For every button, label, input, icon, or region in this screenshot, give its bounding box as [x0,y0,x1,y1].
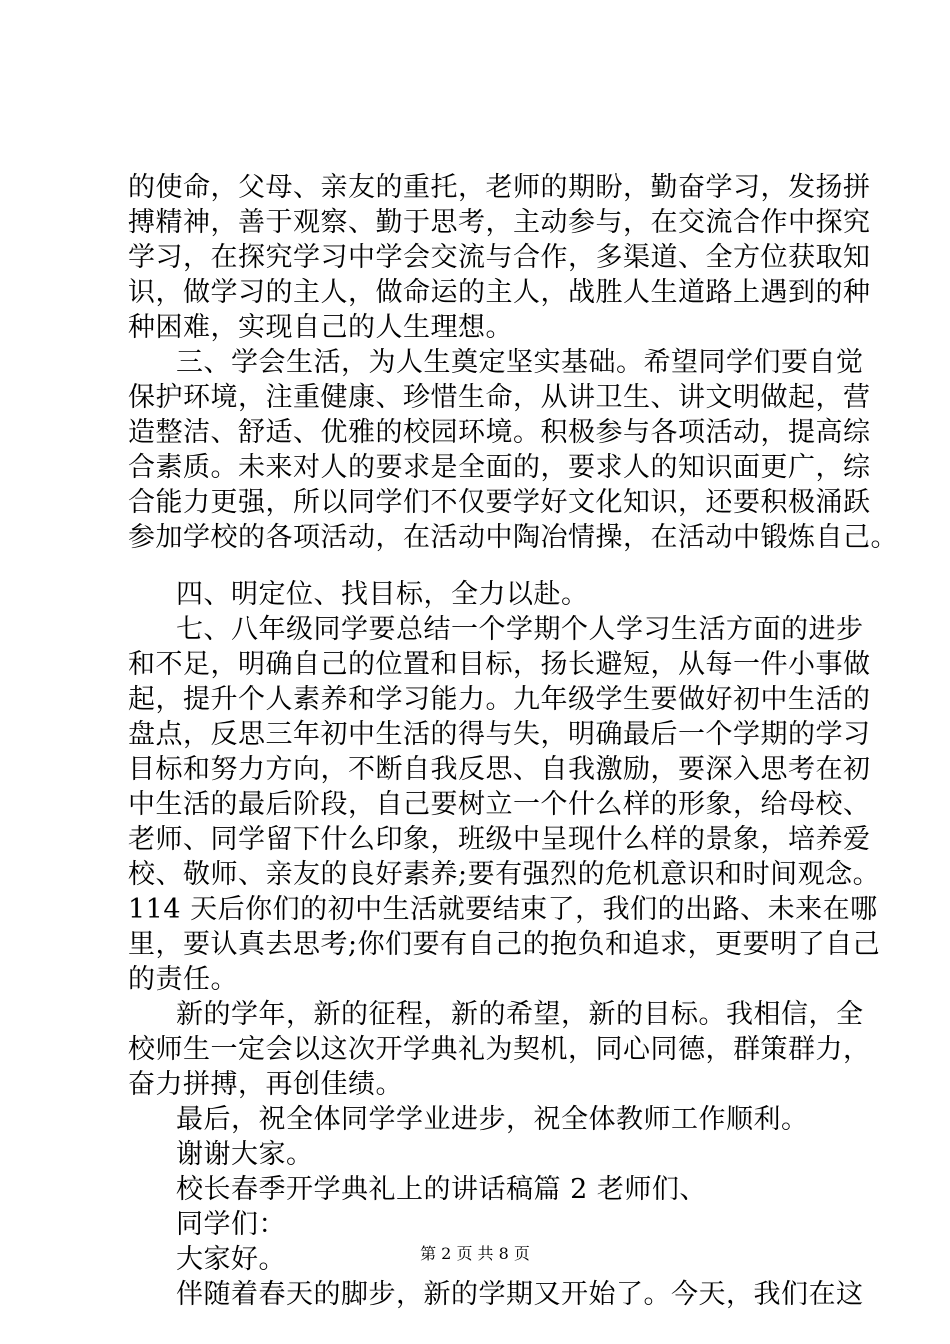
text-line: 校、敬师、亲友的良好素养;要有强烈的危机意识和时间观念。 [128,859,881,890]
text-line: 合能力更强，所以同学们不仅要学好文化知识，还要积极涌跃 [128,487,871,518]
text-line: 的责任。 [128,964,238,995]
text-line: 四、明定位、找目标，全力以赴。 [176,579,589,610]
text-line: 谢谢大家。 [176,1139,314,1170]
text-line: 参加学校的各项活动，在活动中陶冶情操，在活动中锻炼自己。 [128,522,898,553]
text-line: 种困难，实现自己的人生理想。 [128,312,513,343]
text-line: 搏精神，善于观察、勤于思考，主动参与，在交流合作中探究 [128,207,871,238]
text-line: 目标和努力方向，不断自我反思、自我激励，要深入思考在初 [128,754,871,785]
text-line: 造整洁、舒适、优雅的校园环境。积极参与各项活动，提高综 [128,417,871,448]
text-line: 114 天后你们的初中生活就要结束了，我们的出路、未来在哪 [128,894,878,925]
text-line: 伴随着春天的脚步，新的学期又开始了。今天，我们在这 [176,1279,864,1310]
text-line: 新的学年，新的征程，新的希望，新的目标。我相信，全 [176,999,864,1030]
text-line: 校长春季开学典礼上的讲话稿篇 2 老师们、 [176,1174,707,1205]
text-line: 三、学会生活，为人生奠定坚实基础。希望同学们要自觉 [176,347,864,378]
text-line: 盘点，反思三年初中生活的得与失，明确最后一个学期的学习 [128,719,871,750]
text-line: 和不足，明确自己的位置和目标，扬长避短，从每一件小事做 [128,649,871,680]
text-line: 同学们： [176,1209,286,1240]
text-line: 的使命，父母、亲友的重托，老师的期盼，勤奋学习，发扬拼 [128,172,871,203]
text-line: 大家好。 [176,1244,286,1275]
text-line: 校师生一定会以这次开学典礼为契机，同心同德，群策群力， [128,1034,871,1065]
text-line: 合素质。未来对人的要求是全面的，要求人的知识面更广，综 [128,452,871,483]
page-number-footer: 第 2 页 共 8 页 [420,1244,530,1263]
text-line: 最后，祝全体同学学业进步，祝全体教师工作顺利。 [176,1104,809,1135]
text-line: 保护环境，注重健康、珍惜生命，从讲卫生、讲文明做起，营 [128,382,871,413]
text-line: 识，做学习的主人，做命运的主人，战胜人生道路上遇到的种 [128,277,871,308]
text-line: 中生活的最后阶段，自己要树立一个什么样的形象，给母校、 [128,789,871,820]
text-line: 起，提升个人素养和学习能力。九年级学生要做好初中生活的 [128,684,871,715]
text-line: 老师、同学留下什么印象，班级中呈现什么样的景象，培养爱 [128,824,871,855]
text-line: 七、八年级同学要总结一个学期个人学习生活方面的进步 [176,614,864,645]
text-line: 里，要认真去思考;你们要有自己的抱负和追求，更要明了自己 [128,929,881,960]
text-line: 奋力拼搏，再创佳绩。 [128,1069,403,1100]
text-line: 学习，在探究学习中学会交流与合作，多渠道、全方位获取知 [128,242,871,273]
